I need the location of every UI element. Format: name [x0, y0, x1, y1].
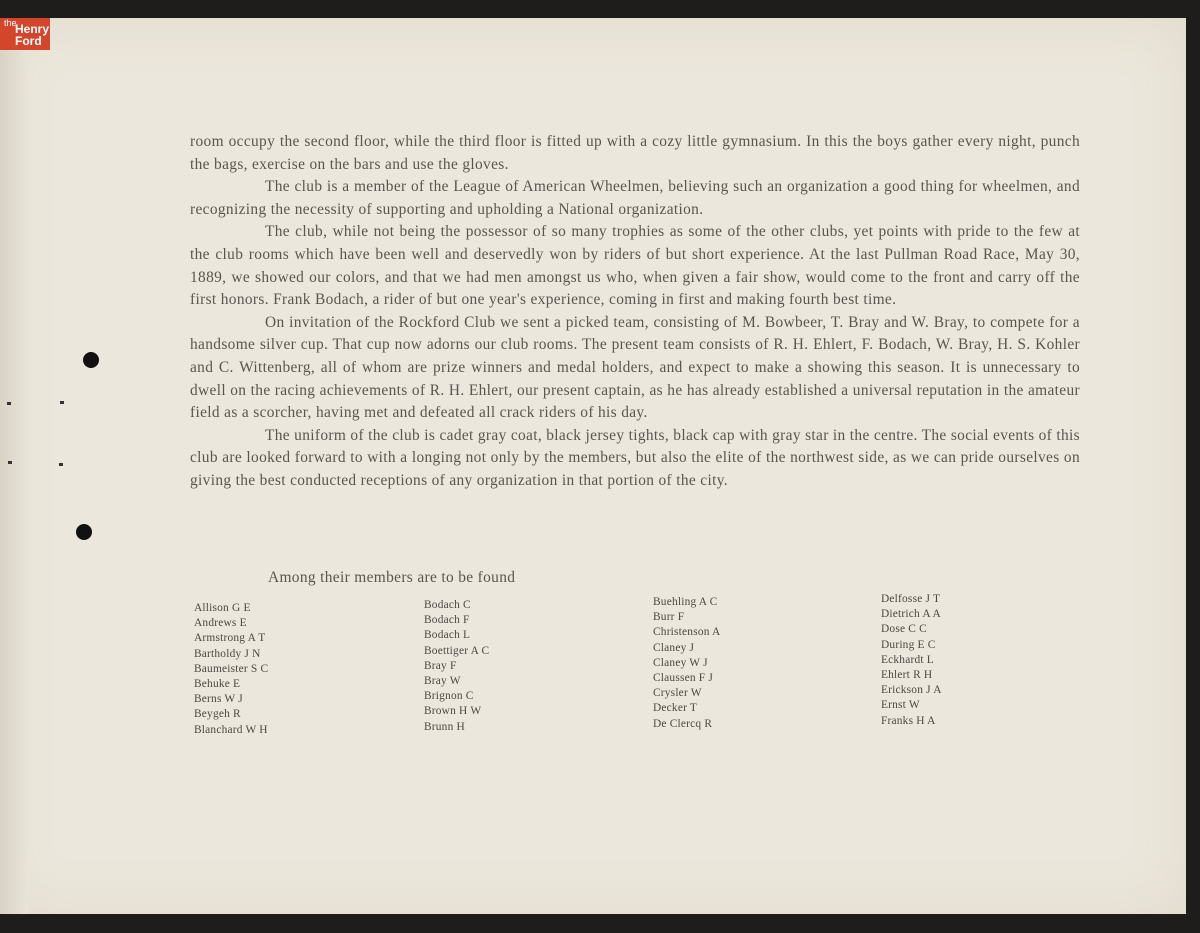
member-name: Behuke E — [194, 678, 241, 691]
member-name: De Clercq R — [653, 717, 713, 730]
paragraph: The club, while not being the possessor of so many trophies as some of the other clubs, yet points with pride to the few at the club rooms which have been well and deservedly won by riders of but short experience. At the last Pullman Road Race, May 30, 1889, we showed our colors, and that we had men amongst us who, when given a fair show, would come to the front and carry off the first honors. Frank Bodach, a rider of but one year's experience, coming in first and making fourth best time. — [190, 223, 1080, 309]
paragraph: room occupy the second floor, while the third floor is fitted up with a cozy little gymnasium. In this the boys gather every night, punch the bags, exercise on the bars and use the gloves. — [190, 133, 1080, 173]
member-name: Boettiger A C — [424, 644, 490, 657]
binding-mark — [7, 402, 11, 405]
member-name: Burr F — [653, 611, 685, 624]
member-name: Bodach L — [424, 629, 471, 642]
member-name: Blanchard W H — [194, 723, 268, 736]
member-column — [653, 595, 853, 732]
member-name: Franks H A — [881, 714, 936, 727]
member-name: Claney J — [653, 641, 695, 654]
member-name: Allison G E — [194, 602, 251, 614]
body-text — [190, 131, 1080, 493]
member-name: During E C — [881, 638, 936, 651]
paragraph: The uniform of the club is cadet gray coat, black jersey tights, black cap with gray star in the centre. The social events of this club are looked forward to with a longing not only by the members, but also the elite of the northwest side, as we can pride ourselves on giving the best conducted receptions of any organization in that portion of the city. — [190, 426, 1080, 489]
member-name: Bray F — [424, 659, 457, 672]
binding-hole — [83, 352, 99, 368]
member-name: Bodach C — [424, 599, 471, 611]
members-heading: Among their members are to be found — [268, 569, 516, 586]
member-name: Bray W — [424, 675, 461, 688]
binding-mark — [8, 461, 12, 464]
member-name: Andrews E — [194, 617, 247, 630]
member-name: Ehlert R H — [881, 669, 933, 682]
member-name: Claussen F J — [653, 672, 713, 685]
member-name: Claney W J — [653, 656, 708, 669]
member-name: Crysler W — [653, 687, 702, 700]
member-name: Bodach F — [424, 614, 470, 627]
member-name: Ernst W — [881, 699, 920, 712]
member-name: Brignon C — [424, 690, 474, 703]
member-column — [881, 592, 1081, 729]
member-name: Baumeister S C — [194, 662, 269, 675]
member-name: Decker T — [653, 702, 698, 715]
binding-mark — [60, 401, 64, 404]
member-name: Erickson J A — [881, 684, 942, 697]
member-name: Brunn H — [424, 720, 465, 733]
member-name: Christenson A — [653, 626, 721, 639]
member-column — [194, 601, 394, 738]
member-name: Delfosse J T — [881, 593, 941, 605]
paragraph: On invitation of the Rockford Club we sent a picked team, consisting of M. Bowbeer, T. Bray and W. Bray, to compete for a handsome silver cup. That cup now adorns our club rooms. The present team consists of R. H. Ehlert, F. Bodach, W. Bray, H. S. Kohler and C. Wittenberg, all of whom are prize winners and medal holders, and expect to make a showing this season. It is unnecessary to dwell on the racing achievements of R. H. Ehlert, our present captain, as he has already established a universal reputation in the amateur field as a scorcher, having met and defeated all crack riders of his day. — [190, 313, 1080, 422]
member-name: Armstrong A T — [194, 632, 266, 645]
page-fold-shadow — [0, 18, 28, 914]
member-name: Buehling A C — [653, 596, 718, 608]
member-name: Dietrich A A — [881, 608, 941, 621]
member-name: Beygeh R — [194, 708, 241, 721]
binding-hole — [76, 524, 92, 540]
paragraph: The club is a member of the League of American Wheelmen, believing such an organization a good thing for wheelmen, and recognizing the necessity of supporting and upholding a National organization. — [190, 178, 1080, 218]
member-column — [424, 598, 624, 735]
member-name: Bartholdy J N — [194, 647, 261, 660]
member-name: Dose C C — [881, 623, 927, 636]
member-name: Eckhardt L — [881, 653, 934, 666]
member-name: Brown H W — [424, 705, 482, 718]
binding-mark — [59, 463, 63, 466]
henry-ford-logo: the Henry Ford — [0, 18, 50, 50]
member-name: Berns W J — [194, 693, 243, 706]
